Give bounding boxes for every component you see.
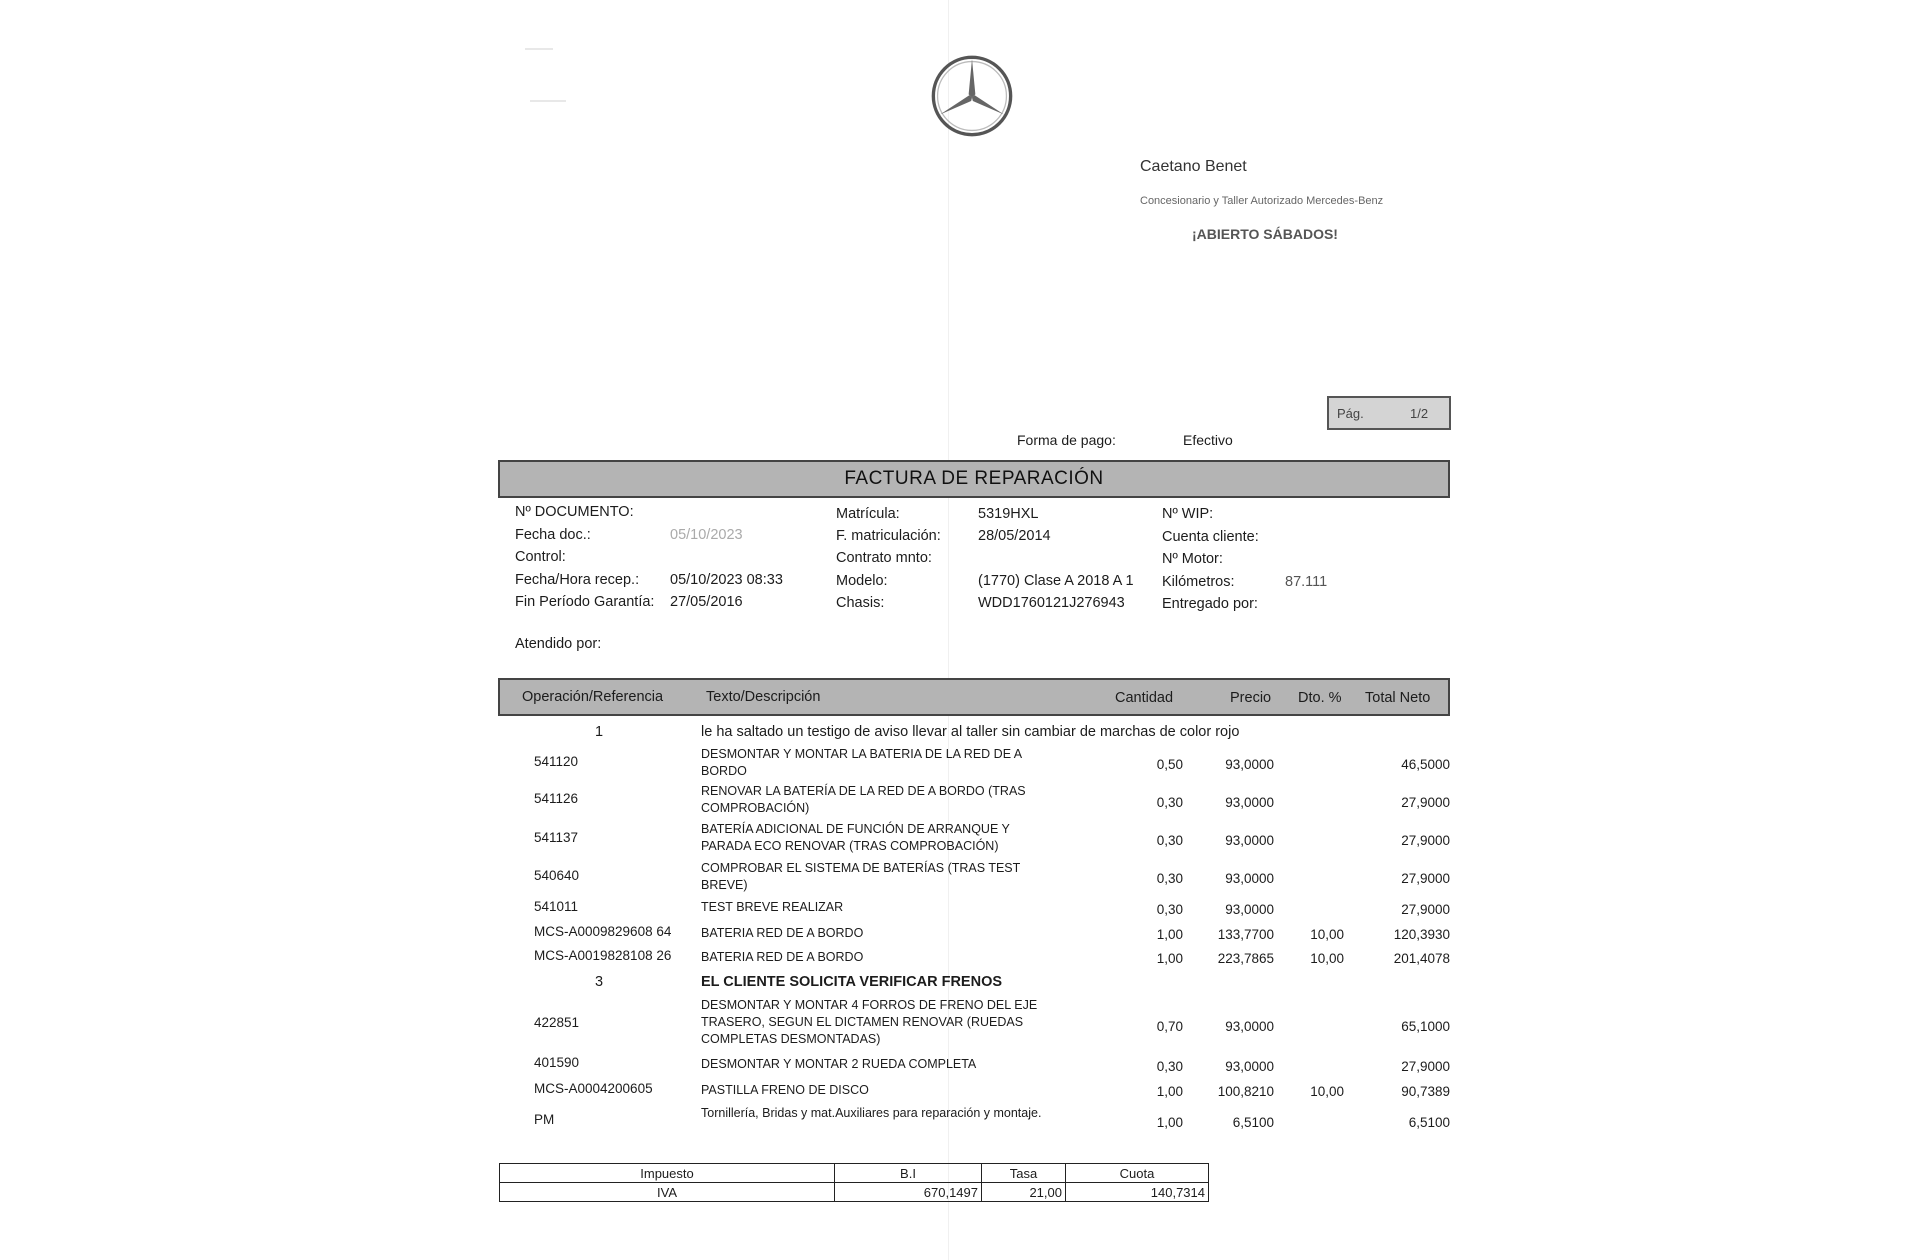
field-label: Nº DOCUMENTO: [515, 504, 634, 520]
field-value: 05/10/2023 08:33 [670, 572, 783, 588]
line-price: 93,0000 [1225, 795, 1274, 810]
line-total: 27,9000 [1401, 1059, 1450, 1074]
payment-value: Efectivo [1183, 432, 1233, 448]
line-desc: RENOVAR LA BATERÍA DE LA RED DE A BORDO (TRAS COMPROBACIÓN) [701, 784, 1026, 815]
scan-smudge [525, 48, 553, 50]
line-qty: 0,30 [1156, 795, 1183, 810]
line-total: 46,5000 [1401, 757, 1450, 772]
col-quantity: Cantidad [1115, 690, 1174, 706]
line-price: 223,7865 [1217, 951, 1274, 966]
tax-name: IVA [500, 1183, 835, 1202]
line-ref: MCS-A0009829608 64 [534, 924, 672, 939]
line-total: 27,9000 [1401, 833, 1450, 848]
line-desc: BATERÍA ADICIONAL DE FUNCIÓN DE ARRANQUE Y PARADA ECO RENOVAR (TRAS COMPROBACIÓN) [701, 822, 1010, 853]
line-total: 27,9000 [1401, 795, 1450, 810]
line-price: 93,0000 [1225, 871, 1274, 886]
line-ref: MCS-A0019828108 26 [534, 948, 672, 963]
line-desc: BATERIA RED DE A BORDO [701, 926, 864, 940]
line-total: 6,5100 [1408, 1115, 1450, 1130]
field-label: Matrícula: [836, 506, 900, 522]
line-ref: MCS-A0004200605 [534, 1081, 653, 1096]
tax-col-tax: Impuesto [500, 1164, 835, 1183]
attended-by-label: Atendido por: [515, 636, 602, 652]
line-price: 133,7700 [1217, 927, 1274, 942]
col-total: Total Neto [1365, 690, 1431, 706]
invoice-title: FACTURA DE REPARACIÓN [844, 468, 1104, 489]
tax-summary-table [499, 1163, 1209, 1202]
tax-amount: 140,7314 [1066, 1183, 1209, 1202]
line-qty: 1,00 [1156, 927, 1183, 942]
field-label: Control: [515, 549, 566, 565]
dealer-hours-note: ¡ABIERTO SÁBADOS! [1192, 226, 1338, 242]
line-price: 100,8210 [1217, 1084, 1274, 1099]
line-qty: 1,00 [1156, 1084, 1183, 1099]
line-qty: 0,30 [1156, 902, 1183, 917]
line-ref: 422851 [534, 1015, 580, 1030]
line-ref: 541137 [534, 830, 579, 845]
line-discount: 10,00 [1310, 951, 1344, 966]
field-value: 87.111 [1285, 574, 1328, 590]
field-label: Cuenta cliente: [1162, 529, 1259, 545]
dealer-name: Caetano Benet [1140, 158, 1247, 175]
line-desc: DESMONTAR Y MONTAR LA BATERIA DE LA RED DE A BORDO [701, 747, 1022, 778]
line-qty: 0,30 [1156, 871, 1183, 886]
block-number: 3 [595, 974, 604, 990]
tax-row [500, 1183, 1209, 1202]
line-discount: 10,00 [1310, 1084, 1344, 1099]
line-total: 65,1000 [1401, 1019, 1450, 1034]
field-value: 28/05/2014 [978, 528, 1051, 544]
dealer-tagline: Concesionario y Taller Autorizado Mercedes-Benz [1140, 195, 1384, 207]
line-total: 27,9000 [1401, 871, 1450, 886]
field-label: Nº Motor: [1162, 551, 1223, 567]
line-price: 93,0000 [1225, 757, 1274, 772]
field-value: WDD1760121J276943 [978, 595, 1125, 611]
line-qty: 0,70 [1156, 1019, 1183, 1034]
line-price: 93,0000 [1225, 833, 1274, 848]
field-label: Fin Período Garantía: [515, 594, 655, 610]
col-discount: Dto. % [1298, 690, 1342, 706]
tax-header-row [500, 1164, 1209, 1183]
line-price: 93,0000 [1225, 902, 1274, 917]
line-ref: 541126 [534, 791, 579, 806]
line-qty: 1,00 [1156, 1115, 1183, 1130]
payment-label: Forma de pago: [1017, 432, 1116, 448]
line-desc: PASTILLA FRENO DE DISCO [701, 1083, 869, 1097]
tax-rate: 21,00 [982, 1183, 1066, 1202]
block-title: EL CLIENTE SOLICITA VERIFICAR FRENOS [701, 974, 1003, 990]
page-number-box [1327, 396, 1451, 430]
line-price: 6,5100 [1232, 1115, 1274, 1130]
lines-table-header [498, 678, 1450, 716]
line-qty: 1,00 [1156, 951, 1183, 966]
line-total: 120,3930 [1393, 927, 1450, 942]
col-price: Precio [1230, 690, 1272, 706]
mercedes-star-logo [930, 54, 1014, 138]
line-price: 93,0000 [1225, 1059, 1274, 1074]
line-ref: 541011 [534, 899, 579, 914]
line-price: 93,0000 [1225, 1019, 1274, 1034]
col-description: Texto/Descripción [706, 689, 821, 705]
field-label: Modelo: [836, 573, 888, 589]
field-label: Nº WIP: [1162, 506, 1214, 522]
col-operation: Operación/Referencia [522, 689, 664, 705]
scan-smudge [530, 100, 566, 102]
line-ref: 401590 [534, 1055, 580, 1070]
field-value: 5319HXL [978, 506, 1039, 522]
field-value: (1770) Clase A 2018 A 1 [978, 573, 1134, 589]
block-title: le ha saltado un testigo de aviso llevar al taller sin cambiar de marchas de color rojo [701, 724, 1240, 740]
field-label: Chasis: [836, 595, 885, 611]
field-value: 27/05/2016 [670, 594, 743, 610]
line-desc: TEST BREVE REALIZAR [701, 900, 844, 914]
tax-col-rate: Tasa [982, 1164, 1066, 1183]
field-label: Contrato mnto: [836, 550, 932, 566]
line-desc: DESMONTAR Y MONTAR 2 RUEDA COMPLETA [701, 1057, 977, 1071]
page-label: Pág. [1337, 406, 1364, 421]
field-value: 05/10/2023 [670, 527, 743, 543]
tax-base: 670,1497 [835, 1183, 982, 1202]
line-qty: 0,30 [1156, 833, 1183, 848]
field-label: Fecha/Hora recep.: [515, 572, 640, 588]
line-discount: 10,00 [1310, 927, 1344, 942]
line-ref: 541120 [534, 754, 579, 769]
tax-col-amount: Cuota [1066, 1164, 1209, 1183]
line-ref: 540640 [534, 868, 580, 883]
field-label: F. matriculación: [836, 528, 941, 544]
line-total: 27,9000 [1401, 902, 1450, 917]
line-qty: 0,50 [1156, 757, 1183, 772]
tax-col-base: B.I [835, 1164, 982, 1183]
page-value: 1/2 [1410, 406, 1429, 421]
line-desc: COMPROBAR EL SISTEMA DE BATERÍAS (TRAS TEST BREVE) [701, 861, 1021, 892]
line-total: 90,7389 [1401, 1084, 1450, 1099]
line-total: 201,4078 [1393, 951, 1450, 966]
field-label: Entregado por: [1162, 596, 1258, 612]
line-desc: BATERIA RED DE A BORDO [701, 950, 864, 964]
block-number: 1 [595, 724, 604, 740]
field-label: Fecha doc.: [515, 527, 591, 543]
line-qty: 0,30 [1156, 1059, 1183, 1074]
field-label: Kilómetros: [1162, 574, 1235, 590]
line-ref: PM [534, 1112, 555, 1127]
invoice-title-bar [498, 460, 1450, 498]
line-desc: DESMONTAR Y MONTAR 4 FORROS DE FRENO DEL EJE TRASERO, SEGUN EL DICTAMEN RENOVAR (RUEDAS COMPLETAS DESMONTADAS) [701, 998, 1038, 1046]
line-desc: Tornillería, Bridas y mat.Auxiliares para reparación y montaje. [701, 1106, 1042, 1120]
